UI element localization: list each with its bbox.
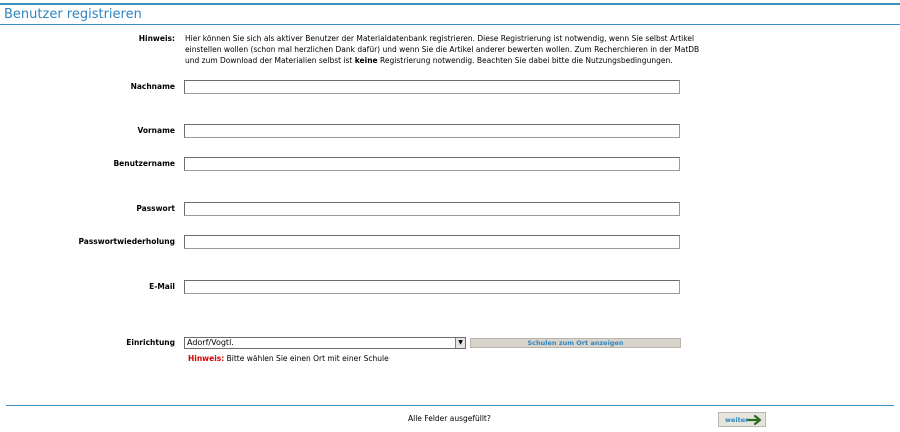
passwort-label: Passwort — [136, 204, 175, 213]
vorname-input[interactable] — [184, 124, 680, 138]
next-button[interactable] — [718, 412, 766, 427]
page-title: Benutzer registrieren — [4, 7, 142, 22]
chevron-down-icon[interactable]: ▼ — [455, 338, 465, 348]
show-schools-button[interactable]: Schulen zum Ort anzeigen — [470, 338, 681, 348]
einrichtung-notice — [188, 354, 389, 363]
benutzername-input[interactable] — [184, 157, 680, 171]
bottom-divider — [6, 405, 894, 406]
passwortwiederholung-label: Passwortwiederholung — [78, 237, 175, 246]
einrichtung-label: Einrichtung — [126, 338, 175, 347]
einrichtung-notice-text: Bitte wählen Sie einen Ort mit einer Schule — [224, 354, 389, 363]
arrow-right-icon — [747, 414, 763, 426]
hint-text-bold: keine — [354, 56, 378, 65]
hint-text-after: Registrierung notwendig. Beachten Sie dabei bitte die Nutzungsbedingungen. — [377, 56, 673, 65]
nachname-input[interactable] — [184, 80, 680, 94]
einrichtung-select[interactable] — [184, 337, 466, 349]
email-input[interactable] — [184, 280, 680, 294]
hint-label: Hinweis: — [138, 34, 175, 43]
hint-text — [185, 33, 710, 66]
next-button-label: weiter — [725, 416, 749, 424]
benutzername-label: Benutzername — [113, 159, 175, 168]
vorname-label: Vorname — [137, 126, 175, 135]
einrichtung-selected-value: Adorf/Vogtl. — [187, 338, 234, 347]
title-divider — [0, 24, 900, 25]
nachname-label: Nachname — [130, 82, 175, 91]
top-divider — [0, 3, 900, 5]
footer-question: Alle Felder ausgefüllt? — [408, 414, 491, 423]
passwortwiederholung-input[interactable] — [184, 235, 680, 249]
passwort-input[interactable] — [184, 202, 680, 216]
einrichtung-notice-label: Hinweis: — [188, 354, 225, 363]
email-label: E-Mail — [149, 282, 175, 291]
hint-text-before: Hier können Sie sich als aktiver Benutzer der Materialdatenbank registrieren. Diese Registrierung ist notwendig, wenn Sie selbst Artikel einstellen wollen (schon mal herzlichen Dank dafür) und wenn Sie die Artikel anderer bewerten wollen. Zum Recherchieren in der MatDB und zum Download der Materialien selbst ist — [185, 34, 700, 65]
